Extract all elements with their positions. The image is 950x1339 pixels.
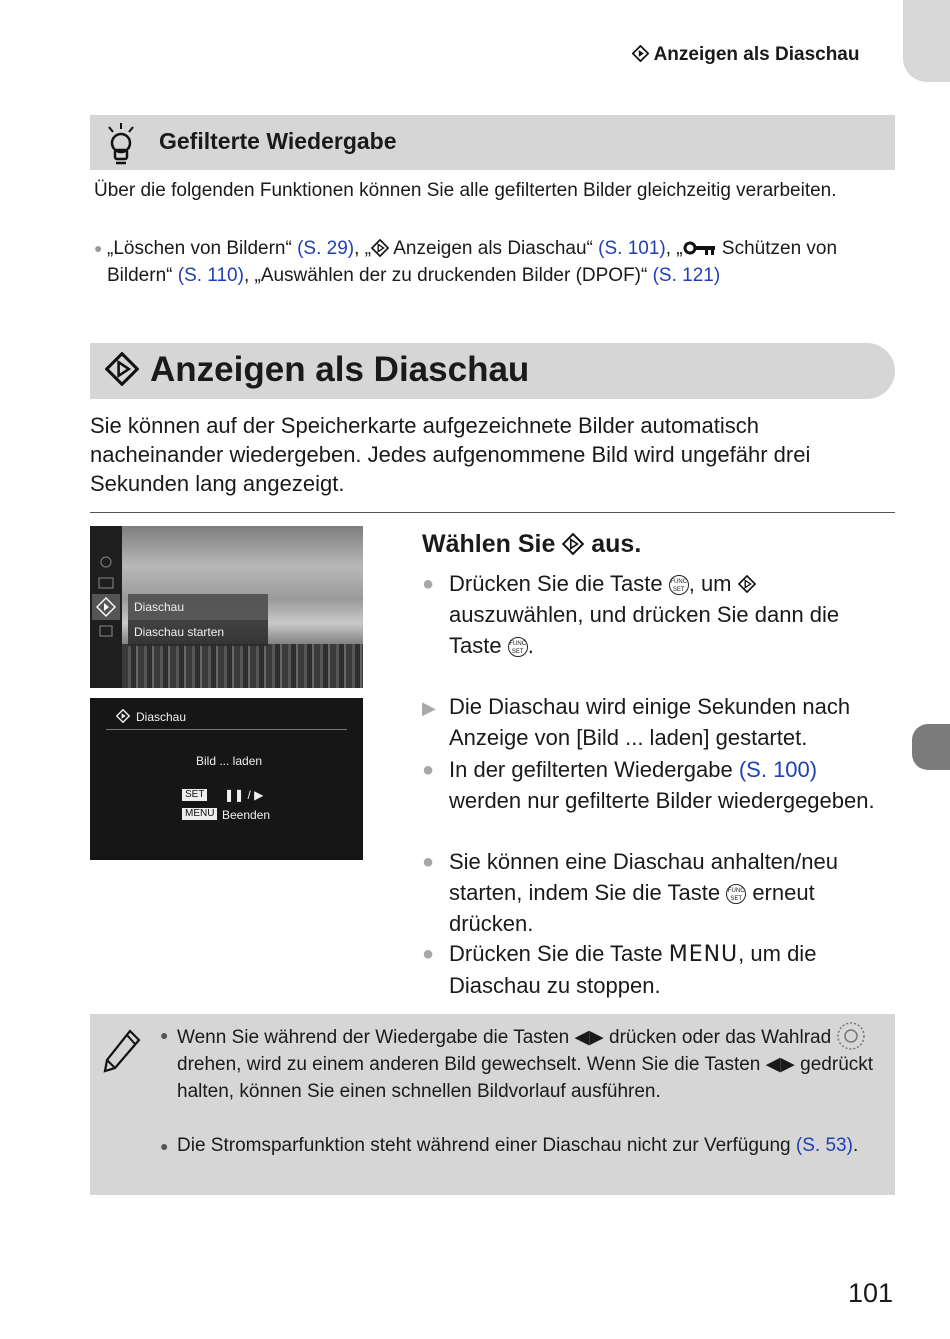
left-right-arrows-icon: ◀▶	[574, 1027, 604, 1048]
menu-icons	[90, 526, 122, 688]
left-right-arrows-icon: ◀▶	[765, 1054, 795, 1075]
tip-body: Über die folgenden Funktionen können Sie alle gefilterten Bilder gleichzeitig verarbeiten.	[94, 180, 837, 201]
tip-title: Gefilterte Wiedergabe	[159, 128, 397, 154]
step-title: Wählen Sie aus.	[422, 530, 642, 558]
step-instruction: ● Drücken Sie die Taste FUNC SET , um auszuwählen, und drücken Sie dann die Taste FUNC SET .	[422, 571, 840, 658]
page-ref-link[interactable]: (S. 101)	[598, 238, 666, 259]
screen-pause-play: ❚❚ / ▶	[224, 788, 264, 802]
section-intro: Sie können auf der Speicherkarte aufgezeichnete Bilder automatisch nacheinander wiedergeben. Jedes aufgenommene Bild wird ungefähr drei Sekunden lang angezeigt.	[90, 413, 811, 496]
slideshow-icon	[116, 709, 130, 723]
divider	[90, 512, 895, 513]
screen-end-text: Beenden	[222, 808, 271, 822]
step-instruction: ● Sie können eine Diaschau anhalten/neu starten, indem Sie die Taste FUNC SET erneut drücken.	[422, 849, 838, 936]
bullet-dot: ●	[160, 1138, 169, 1154]
func-set-button-icon: FUNC SET	[726, 884, 746, 904]
screen-menu-key: MENU	[182, 808, 217, 820]
screen-menu-panel	[128, 594, 268, 646]
screen-divider	[106, 729, 347, 730]
page-ref-link[interactable]: (S. 29)	[297, 238, 355, 259]
step-instruction: ● In der gefilterten Wiedergabe (S. 100) werden nur gefilterte Bilder wiedergegeben.	[422, 757, 875, 813]
page-ref-link[interactable]: (S. 100)	[738, 757, 818, 782]
func-set-button-icon: FUNC SET	[669, 575, 689, 595]
func-set-button-icon: FUNC SET	[508, 637, 528, 657]
bullet-dot: ●	[94, 240, 103, 256]
lightbulb-icon	[104, 121, 138, 165]
result-arrow-icon: ▶	[422, 698, 436, 718]
screen-loading-text: Bild ... laden	[196, 754, 263, 768]
page-ref-link[interactable]: (S. 110)	[177, 265, 244, 286]
screen-menu-sidebar	[90, 526, 122, 688]
note-item: ● Wenn Sie während der Wiedergabe die Tasten ◀▶ drücken oder das Wahlrad drehen, wird zu einem anderen Bild gewechselt. Wenn Sie die Tasten ◀▶ gedrückt halten, können Sie einen schnellen Bildvorlauf ausführen.	[160, 1021, 885, 1105]
chapter-tab	[912, 724, 950, 770]
step-bullet: ●	[422, 943, 435, 965]
slideshow-icon	[738, 575, 756, 593]
pencil-icon	[102, 1028, 142, 1074]
step-instruction: ● Drücken Sie die Taste MENU, um die Diaschau zu stoppen.	[422, 941, 817, 998]
step-bullet: ●	[422, 851, 435, 873]
page-ref-link[interactable]: (S. 53)	[795, 1135, 853, 1156]
camera-screen-menu	[90, 526, 363, 688]
page-number: 101	[848, 1278, 894, 1308]
running-header-label: Anzeigen als Diaschau	[653, 44, 860, 65]
bullet-dot: ●	[160, 1027, 169, 1043]
note-item: ● Die Stromsparfunktion steht während einer Diaschau nicht zur Verfügung (S. 53).	[160, 1132, 885, 1159]
step-result: ▶ Die Diaschau wird einige Sekunden nach Anzeige von [Bild ... laden] gestartet.	[422, 694, 851, 750]
protect-key-icon	[683, 240, 717, 256]
slideshow-icon	[632, 45, 649, 62]
screen-slideshow-title: Diaschau	[136, 710, 187, 724]
slideshow-icon	[371, 239, 389, 257]
section-title: Anzeigen als Diaschau	[150, 350, 530, 389]
running-header	[632, 44, 859, 66]
screen-menu-item: Diaschau	[134, 600, 185, 614]
slideshow-icon	[105, 352, 139, 386]
screen-photo-skyline	[122, 644, 363, 688]
screen-menu-subtext: Diaschau starten	[134, 625, 225, 639]
step-bullet: ●	[422, 759, 435, 781]
tip-bullet	[94, 235, 884, 289]
step-bullet: ●	[422, 573, 435, 595]
menu-button-label: MENU	[668, 942, 739, 967]
page-ref-link[interactable]: (S. 121)	[652, 265, 721, 286]
slideshow-icon	[562, 533, 584, 555]
page-edge-tab	[903, 0, 950, 82]
screen-set-key: SET	[182, 789, 207, 801]
tip-bullet-text: „Löschen von Bildern“ (S. 29), „ Anzeigen als Diaschau“ (S. 101), „ Schützen von Bildern“ (S. 110), „Auswählen der zu druckenden Bilder (DPOF)“ (S. 121)	[107, 238, 838, 286]
control-dial-icon	[836, 1021, 866, 1051]
camera-screen-slideshow	[90, 698, 363, 860]
